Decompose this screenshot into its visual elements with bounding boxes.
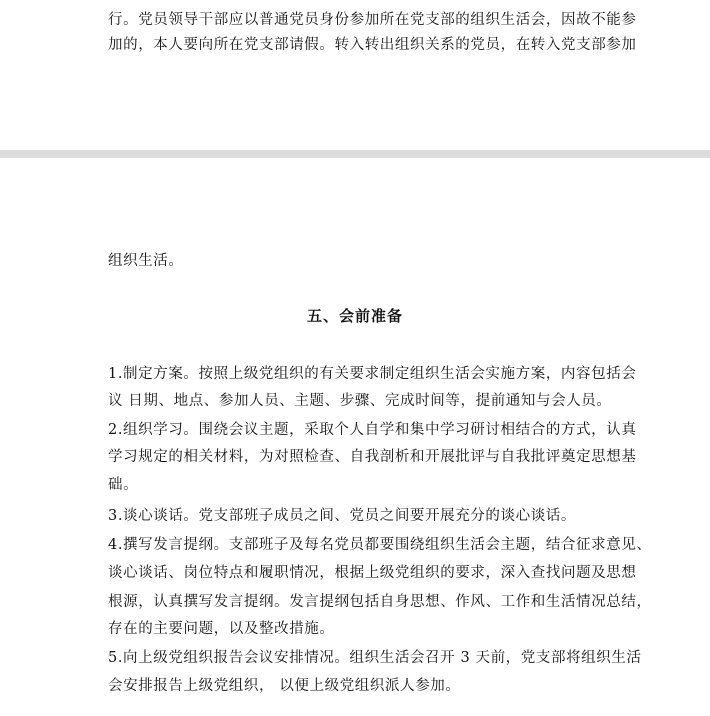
body-text-line: 存在的主要问题，以及整改措施。 <box>108 621 335 637</box>
body-text-line: 会安排报告上级党组织， 以便上级党组织派人参加。 <box>108 678 461 694</box>
body-text-line: 谈心谈话、岗位特点和履职情况，根据上级党组织的要求，深入查找问题及思想 <box>108 565 637 581</box>
page-separator <box>0 150 710 158</box>
body-text-line: 根源，认真撰写发言提纲。发言提纲包括自身思想、作风、工作和生活情况总结， <box>108 594 652 610</box>
body-text-line: 2.组织学习。围绕会议主题，采取个人自学和集中学习研讨相结合的方式，认真 <box>108 422 637 438</box>
body-text-line: 础。 <box>108 477 139 493</box>
body-text-line: 行。党员领导干部应以普通党员身份参加所在党支部的组织生活会，因故不能参 <box>108 12 637 28</box>
body-text-line: 4.撰写发言提纲。支部班子及每名党员都要围绕组织生活会主题，结合征求意见、 <box>108 537 652 553</box>
body-text-line: 学习规定的相关材料，为对照检查、自我剖析和开展批评与自我批评奠定思想基 <box>108 449 637 465</box>
section-heading: 五、会前准备 <box>306 307 403 325</box>
body-text-line: 1.制定方案。按照上级党组织的有关要求制定组织生活会实施方案，内容包括会 <box>108 366 637 382</box>
body-text-line: 议 日期、地点、参加人员、主题、步骤、完成时间等，提前通知与会人员。 <box>108 393 612 409</box>
document-page-1 <box>0 0 710 150</box>
body-text-line: 组织生活。 <box>108 253 184 269</box>
body-text-line: 加的，本人要向所在党支部请假。转入转出组织关系的党员，在转入党支部参加 <box>108 37 637 53</box>
body-text-line: 3.谈心谈话。党支部班子成员之间、党员之间要开展充分的谈心谈话。 <box>108 508 577 524</box>
body-text-line: 5.向上级党组织报告会议安排情况。组织生活会召开 3 天前，党支部将组织生活 <box>108 650 642 666</box>
